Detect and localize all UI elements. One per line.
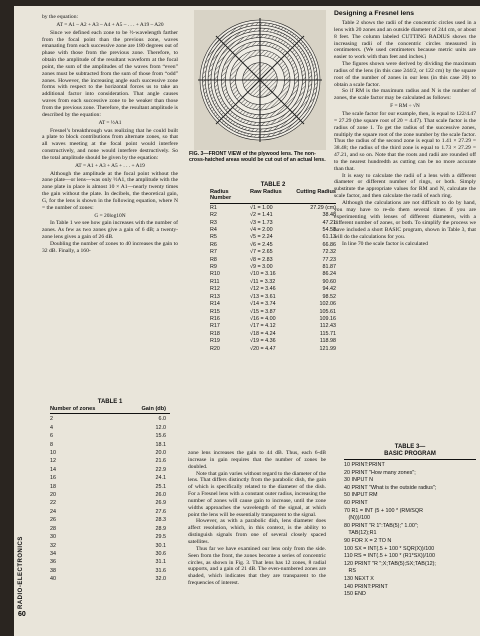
paragraph: The figures shown were derived by dividing the maximum radius of the lens (in this case 244/2, or 122 cm) by the square root of the number of zones in our lens (in this case 20) to obtain a scale factor.: [334, 61, 476, 88]
table-row: [50, 432, 170, 440]
paragraph: The scale factor for our example, then, is equal to 122/4.47 = 27.29 (the square root of 20 = 4.47). That scale factor is the radius of zone 1. To get the radius of the successive zones, multiply the square root of the zone number by the scale factor. Thus the radius of the second zone is equal to 1.41 × 27.29 = 38.48; the radius of the third zone is equal to 1.73 × 27.29 = 47.21, and so on. Note that the roots and radii are rounded off to the nearest hundredth as cutting can be no more accurate than that.: [334, 110, 476, 172]
column-header: Cutting Radius: [296, 189, 336, 195]
table-row: [210, 212, 336, 219]
table-cell: 38.48: [322, 212, 336, 219]
table-header: [210, 189, 336, 204]
program-line: 50 INPUT RM: [344, 492, 378, 499]
table-row: [50, 575, 170, 583]
table-row: [210, 257, 336, 264]
table-cell: R1: [210, 204, 217, 211]
table-cell: R9: [210, 264, 217, 271]
table-cell: 36: [50, 559, 56, 566]
table-subtitle: BASIC PROGRAM: [384, 451, 436, 457]
paragraph: Although the amplitude at the focal point without the zone plate—or lens—was only ½A1, the amplitude with the zone plate in place is almost 10 × A1—nearly twenty times the gain without the plate. In decibels, the theoretical gain, G, for the lens is shown in the following equation, where N = the number of zones:: [42, 170, 178, 211]
table-row: [210, 301, 336, 308]
equation: AT = ½A1: [98, 119, 122, 126]
table-cell: 102.06: [319, 301, 336, 308]
table-1: [50, 399, 170, 584]
table-cell: √1 = 1.00: [250, 204, 273, 211]
paragraph: by the equation:: [42, 14, 79, 20]
table-row: [210, 234, 336, 241]
table-cell: 4: [50, 424, 53, 431]
program-line: 110 RS = INT(.5 + 100 * (R1*SX))/100: [344, 553, 435, 560]
column-header: Gain (db): [141, 406, 166, 412]
table-cell: 6.0: [158, 416, 166, 423]
table-cell: 109.16: [319, 315, 336, 322]
table-cell: √3 = 1.73: [250, 219, 273, 226]
equation: G = 20log10N: [94, 212, 126, 219]
right-column-text: [334, 10, 476, 248]
table-row: [210, 331, 336, 338]
table-cell: 112.43: [319, 323, 336, 330]
table-cell: 28: [50, 525, 56, 532]
program-line: 80 PRINT "R 1":TAB(5);" 1.00";: [344, 522, 419, 529]
table-row: [210, 346, 336, 353]
table-row: [50, 508, 170, 516]
table-cell: √16 = 4.00: [250, 315, 276, 322]
table-row: [210, 249, 336, 256]
table-cell: 27.6: [155, 508, 166, 515]
program-line: TAB(12);R1: [344, 530, 377, 537]
table-row: [50, 525, 170, 533]
table-cell: √11 = 3.32: [250, 278, 276, 285]
table-cell: 77.23: [322, 256, 336, 263]
table-cell: R16: [210, 315, 220, 322]
table-cell: √20 = 4.47: [250, 345, 276, 352]
table-cell: √17 = 4.12: [250, 323, 276, 330]
table-cell: √15 = 3.87: [250, 308, 276, 315]
program-line: (N)))/100: [344, 515, 371, 522]
program-line: 150 END: [344, 591, 366, 598]
magazine-page: [14, 6, 480, 636]
table-cell: 12: [50, 458, 56, 465]
equation: AT = A1 – A2 + A3 – A4 + A5 – . . . + A19 – A20: [56, 21, 164, 28]
table-row: [210, 242, 336, 249]
program-line: 120 PRINT "R ";X;TAB(5);SX;TAB(12);: [344, 560, 436, 567]
table-cell: 27.29 (cm): [310, 204, 336, 211]
table-cell: 26: [50, 517, 56, 524]
figure-caption: FIG. 3—FRONT VIEW of the plywood lens. The non-cross-hatched areas would be cut out of an actual lens.: [189, 151, 326, 164]
table-cell: 115.71: [319, 330, 336, 337]
section-heading: Designing a Fresnel lens: [334, 10, 415, 17]
table-cell: √18 = 4.24: [250, 330, 276, 337]
table-row: [50, 533, 170, 541]
table-cell: 22: [50, 500, 56, 507]
middle-column-text: [188, 450, 326, 587]
table-cell: 32.0: [155, 576, 166, 583]
program-line: 10 PRINT:PRINT: [344, 462, 385, 468]
paragraph: However, as with a parabolic dish, lens diameter does affect resolution, which, in this context, is the ability to distinguish signals from one of several closely spaced satellites.: [188, 518, 326, 545]
table-cell: 72.32: [322, 249, 336, 256]
table-cell: R19: [210, 338, 220, 345]
table-row: [210, 294, 336, 301]
program-line: 40 PRINT "What is the outside radius";: [344, 484, 437, 491]
table-cell: R11: [210, 278, 220, 285]
paragraph: Note that gain varies without regard to the diameter of the lens. That differs distinctly from the parabolic dish, the gain of which is specifically related to the diameter of the dish. For a Fresnel lens with a constant outer radius, increasing the number of zones will cause gain to increase, until the zone widths approaches the wavelength of the signal, at which point the lens will be essentially transparent to the signal.: [188, 470, 326, 518]
table-cell: √9 = 3.00: [250, 264, 273, 271]
table-cell: 61.13: [322, 234, 336, 241]
program-listing: [344, 462, 476, 599]
table-cell: R7: [210, 249, 217, 256]
table-row: [210, 323, 336, 330]
table-cell: R2: [210, 212, 217, 219]
table-cell: R15: [210, 308, 220, 315]
paragraph: Fresnel’s breakthrough was realizing that he could built a plate to block contributions from alternate zones, so that all waves meeting at the focal point would interfere constructively, and none would interfere destructively. So the total amplitude should be given by the equation:: [42, 127, 178, 161]
table-cell: 24.1: [155, 475, 166, 482]
table-cell: √7 = 2.65: [250, 249, 273, 256]
table-row: [50, 457, 170, 465]
page-number: 60: [18, 611, 26, 618]
table-cell: √13 = 3.61: [250, 293, 276, 300]
table-cell: 14: [50, 466, 56, 473]
table-cell: R14: [210, 301, 220, 308]
table-body: [210, 205, 336, 353]
table-row: [50, 516, 170, 524]
paragraph: zone lens increases the gain to 44 dB. Thus, each 6-dB increase in gain requires that the number of zones be doubled.: [188, 450, 326, 470]
paragraph: It is easy to calculate the radii of a lens with a different diameter or different number of rings, or both. Simply substitute the appropriate values for RM and N, calculate the scale factor, and then calculate the radii of each ring.: [334, 172, 476, 200]
table-row: [210, 338, 336, 345]
program-line: 130 NEXT X: [344, 575, 374, 582]
table-cell: 30: [50, 534, 56, 541]
paragraph: In line 70 the scale factor is calculated: [342, 241, 428, 247]
table-cell: R17: [210, 323, 220, 330]
table-cell: 31.1: [155, 559, 166, 566]
table-cell: 18: [50, 483, 56, 490]
table-body: [50, 415, 170, 583]
program-line: 90 FOR X = 2 TO N: [344, 537, 392, 544]
table-cell: 21.6: [155, 458, 166, 465]
table-cell: 121.99: [319, 345, 336, 352]
table-cell: 30.1: [155, 542, 166, 549]
table-cell: 22.9: [155, 466, 166, 473]
table-cell: R5: [210, 234, 217, 241]
table-cell: 94.42: [322, 286, 336, 293]
table-row: [50, 567, 170, 575]
table-row: [210, 220, 336, 227]
table-row: [210, 309, 336, 316]
magazine-side-label: [17, 446, 27, 616]
table-cell: 54.58: [322, 227, 336, 234]
table-cell: R13: [210, 293, 220, 300]
table-cell: R6: [210, 241, 217, 248]
table-row: [210, 205, 336, 212]
table-cell: 86.24: [322, 271, 336, 278]
table-cell: R4: [210, 227, 217, 234]
program-line: 60 PRINT: [344, 499, 368, 506]
program-line: 70 R1 = INT (5 + 100 * (RM/SQR: [344, 507, 423, 514]
paragraph: So if RM is the maximum radius and N is the number of zones, the scale factor may be calculated as follows:: [334, 88, 476, 102]
table-row: [50, 542, 170, 550]
table-cell: 105.61: [319, 308, 336, 315]
table-cell: 16: [50, 475, 56, 482]
table-cell: 118.98: [319, 338, 336, 345]
table-cell: √6 = 2.45: [250, 241, 273, 248]
table-row: [210, 271, 336, 278]
table-row: [50, 483, 170, 491]
table-cell: 30.6: [155, 550, 166, 557]
table-cell: 90.60: [322, 278, 336, 285]
column-header: Number of zones: [50, 406, 96, 412]
table-title: TABLE 2: [260, 182, 286, 188]
program-line: 140 PRINT:PRINT: [344, 583, 388, 590]
program-line: 100 SX = INT(.5 + 100 * SQR(X))/100: [344, 545, 435, 552]
divider: [344, 459, 476, 460]
table-row: [210, 286, 336, 293]
table-cell: √14 = 3.74: [250, 301, 276, 308]
table-cell: 34: [50, 550, 56, 557]
table-row: [50, 558, 170, 566]
column-header: Radius Number: [210, 189, 232, 202]
table-cell: R8: [210, 256, 217, 263]
table-cell: 31.6: [155, 567, 166, 574]
paragraph: Thus far we have examined our lens only from the side. Seen from the front, the zones become a series of concentric circles, as shown in Fig. 3. That lens has 12 zones, 8 radial supports, and a gain of 21 dB. The even-numbered zones are shaded, which indicates that they are transparent to the frequencies of interest.: [188, 545, 326, 587]
table-3-basic-program: [344, 444, 476, 599]
left-column-text: [42, 14, 178, 255]
table-row: [210, 227, 336, 234]
equation: F = RM ÷ √N: [390, 103, 420, 110]
paragraph: Table 2 shows the radii of the concentric circles used in a lens with 20 zones and an outside diameter of 244 cm, or about 8 feet. The column labeled CUTTING RADIUS shows the increasing radii of the concentric circles measured in centimeters. (We used centimeters because metric units are easier to work with than feet and inches.): [334, 20, 476, 61]
table-cell: 47.21: [322, 219, 336, 226]
table-cell: 28.9: [155, 525, 166, 532]
table-cell: 12.0: [155, 424, 166, 431]
table-cell: √5 = 2.24: [250, 234, 273, 241]
table-cell: 26.9: [155, 500, 166, 507]
table-cell: √8 = 2.83: [250, 256, 273, 263]
table-cell: R10: [210, 271, 220, 278]
table-cell: √2 = 1.41: [250, 212, 273, 219]
table-cell: 29.5: [155, 534, 166, 541]
table-title: TABLE 3—: [394, 444, 426, 450]
table-cell: 8: [50, 441, 53, 448]
table-cell: 20: [50, 492, 56, 499]
table-title: TABLE 1: [97, 399, 123, 405]
table-cell: 24: [50, 508, 56, 515]
paragraph: Since we defined each zone to be ½-wavelength farther from the focal point than the previous zone, waves emanating from each successive zone are 180 degrees out of phase with those from the previous zone. Therefore, to obtain the amplitude of the resultant waveform at the focal point, the sum of the amplitudes of the waves from “even” zones must be subtracted from the sum of those from “odd” zones. However, the increasing angle each successive zone forms with respect to the horizontal forces us to take an additional factor into consideration. That angle causes waves from each successive zone to be weaker than those from the previous zone. Therefore, the resultant amplitude is described by the equation:: [42, 29, 178, 118]
table-cell: 6: [50, 433, 53, 440]
table-2: [210, 182, 336, 353]
table-cell: R3: [210, 219, 217, 226]
table-header: [50, 406, 170, 414]
table-cell: √10 = 3.16: [250, 271, 276, 278]
table-row: [50, 466, 170, 474]
figure-3-lens-image: [194, 10, 326, 150]
table-cell: 25.1: [155, 483, 166, 490]
table-cell: 98.52: [322, 293, 336, 300]
column-header: Raw Radius: [250, 189, 282, 195]
table-cell: √4 = 2.00: [250, 227, 273, 234]
table-cell: 20.0: [155, 450, 166, 457]
table-cell: 38: [50, 567, 56, 574]
table-cell: 18.1: [155, 441, 166, 448]
table-cell: 2: [50, 416, 53, 423]
equation: AT = A1 + A3 + A5 + . . . + A19: [75, 162, 145, 169]
table-cell: 26.0: [155, 492, 166, 499]
table-row: [50, 424, 170, 432]
table-cell: √12 = 3.46: [250, 286, 276, 293]
program-line: 20 PRINT "How many zones";: [344, 469, 416, 476]
table-cell: √19 = 4.36: [250, 338, 276, 345]
table-cell: 28.3: [155, 517, 166, 524]
table-cell: R20: [210, 345, 220, 352]
table-row: [50, 474, 170, 482]
table-cell: 40: [50, 576, 56, 583]
paragraph: Although the calculations are not difficult to do by hand, you may have to re-do them several times if you are experimenting with lenses of different diameters, with a different number of zones, or both. To simplify the process we have included a short BASIC program, shown in Table 3, that will do the calculations for you.: [334, 199, 476, 241]
paragraph: Doubling the number of zones to 40 increases the gain to 32 dB. Finally, a 160-: [42, 241, 178, 254]
magazine-name: RADIO-ELECTRONICS: [18, 536, 24, 609]
table-row: [50, 449, 170, 457]
table-cell: 81.87: [322, 264, 336, 271]
program-line: RS: [344, 568, 356, 575]
table-cell: 15.6: [155, 433, 166, 440]
plywood-lens-illustration: [194, 10, 326, 150]
table-cell: R18: [210, 330, 220, 337]
table-cell: 66.86: [322, 241, 336, 248]
table-row: [50, 415, 170, 423]
paragraph: In Table 1 we see how gain increases with the number of zones. As few as two zones give a gain of 6 dB; a twenty-zone lens gives a gain of 26 dB.: [42, 220, 178, 241]
table-row: [50, 441, 170, 449]
table-cell: 32: [50, 542, 56, 549]
table-row: [50, 550, 170, 558]
table-row: [50, 499, 170, 507]
program-line: 30 INPUT N: [344, 477, 373, 484]
table-cell: 10: [50, 450, 56, 457]
table-cell: R12: [210, 286, 220, 293]
table-row: [50, 491, 170, 499]
